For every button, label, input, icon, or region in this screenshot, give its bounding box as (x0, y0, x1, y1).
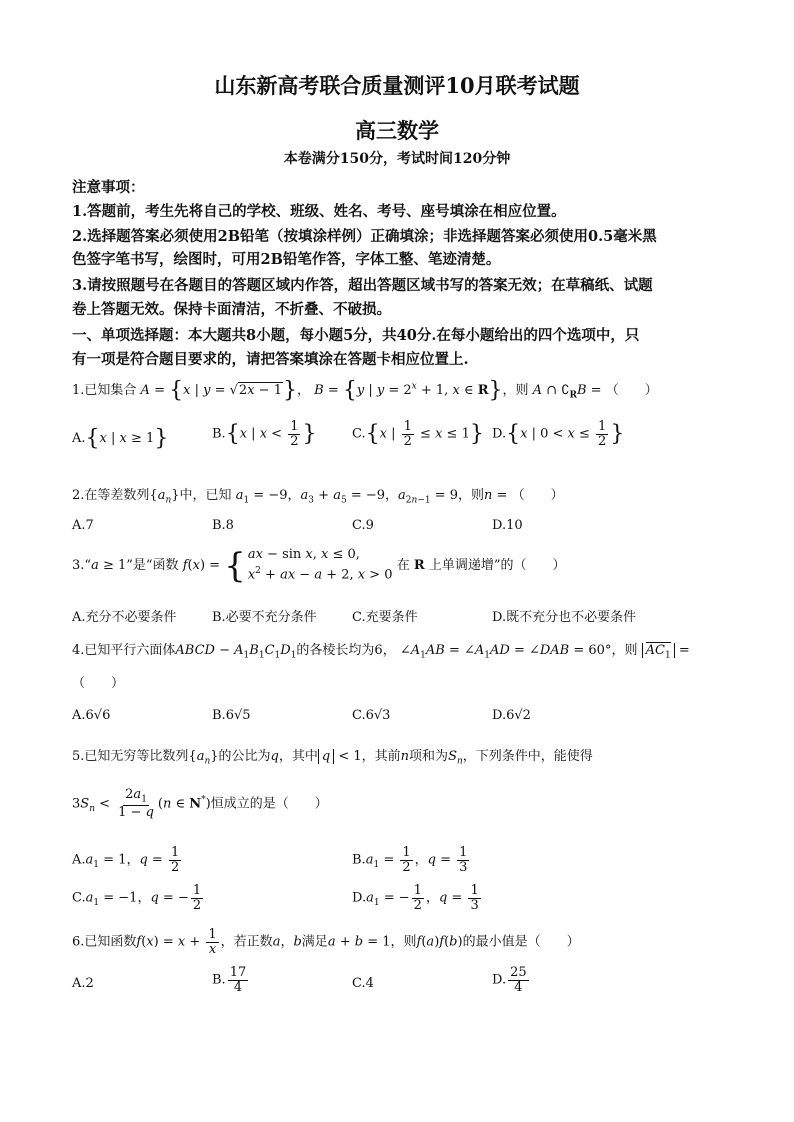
q2-option-d: D.10 (492, 518, 523, 533)
notes-heading: 注意事项： (72, 179, 145, 196)
q2-option-a: A.7 (72, 518, 94, 533)
question-1: 1.已知集合 A = {x | y = √2x − 1}， B = {y | $y = 2^x + 1$, x ∈ R}，则 A ∩ $∁_RB$ = （ ） (72, 378, 658, 403)
q3-option-d: D.既不充分也不必要条件 (492, 610, 637, 625)
q1-option-b: B.{x | x < $\frac{1}{2}$ } (212, 419, 317, 449)
q1-option-a: A.{x | x ≥ 1} (72, 426, 169, 451)
note-3b: 卷上答题无效。保持卡面清洁，不折叠、不破损。 (72, 301, 391, 318)
q6-option-d: D. $\frac{25}{4}$ (492, 965, 527, 995)
section-1-line1: 一、单项选择题：本大题共8小题，每小题5分，共40分.在每小题给出的四个选项中，只 (72, 327, 640, 344)
q6-option-c: C.4 (352, 976, 374, 991)
question-2: 2.在等差数列$\{a_n\}$中，已知 $a_1 = -9$，$a_3 + a_5 = -9$，$a_{2n-1} = 9$，则n = （ ） (72, 488, 564, 506)
q6-option-b: B. $\frac{17}{4}$ (212, 965, 247, 995)
q5-option-b: $B.a_1$ = $\frac{1}{2}$ ，q = $\frac{1}{3}$ (352, 845, 468, 875)
note-3a: 3.请按照题号在各题目的答题区域内作答，超出答题区域书写的答案无效；在草稿纸、试题 (72, 277, 653, 294)
q2-option-c: C.9 (352, 518, 374, 533)
q4-paren: （ ） (72, 676, 125, 691)
q4-option-d: D.6√2 (492, 708, 531, 723)
q1-option-d: D.{x | 0 < x ≤ $\frac{1}{2}$ } (492, 419, 625, 449)
q1-option-c: C.{x | $\frac{1}{2}$ ≤ x ≤ 1} (352, 419, 484, 449)
note-1: 1.答题前，考生先将自己的学校、班级、姓名、考号、座号填涂在相应位置。 (72, 203, 566, 220)
q3-option-b: B.必要不充分条件 (212, 610, 317, 625)
exam-info: 本卷满分150分，考试时间120分钟 (283, 151, 511, 167)
question-5: 5.已知无穷等比数列$\{a_n\}$的公比为q，其中 q < 1，其前n项和为$S_n$，下列条件中，能使得 (72, 749, 593, 767)
q3-option-a: A.充分不必要条件 (72, 610, 177, 625)
q5-condition: $3S_n$ < $\frac{2a_1}{1 - q}$ (n ∈ N*)恒成立的是（ ） (72, 787, 328, 821)
exam-subject: 高三数学 (355, 118, 439, 143)
q5-option-a: $A.a_1 = 1$，q = $\frac{1}{2}$ (72, 845, 180, 875)
q6-option-a: A.2 (72, 976, 94, 991)
q5-option-c: $C.a_1 = -1$，q = − $\frac{1}{2}$ (72, 883, 202, 913)
note-2b: 色签字笔书写，绘图时，可用2B铅笔作答，字体工整、笔迹清楚。 (72, 251, 501, 268)
q3-option-c: C.充要条件 (352, 610, 418, 625)
q2-option-b: B.8 (212, 518, 234, 533)
q4-option-c: C.6√3 (352, 708, 391, 723)
question-6: 6.已知函数f(x) = x + $\frac{1}{x}$ ，若正数a，b满足a + b = 1，则f(a)f(b)的最小值是（ ） (72, 927, 580, 957)
note-2a: 2.选择题答案必须使用2B铅笔（按填涂样例）正确填涂；非选择题答案必须使用0.5毫米黑 (72, 228, 657, 245)
question-4: 4.已知平行六面体ABCD − $A_1B_1C_1D_1$的各棱长均为6， $\angle A_1AB$ = $\angle A_1AD$ = ∠DAB = 60°，则 $AC_1$ = (72, 643, 690, 661)
section-1-line2: 有一项是符合题目要求的，请把答案填涂在答题卡相应位置上. (72, 351, 469, 368)
q4-option-b: B.6√5 (212, 708, 251, 723)
question-3: 3.“a ≥ 1”是“函数 f(x) = { ax − sin x, x ≤ 0, $x^2$ + ax − a + 2, x > 0 在 R 上单调递增”的（ ） (72, 545, 566, 586)
q4-option-a: A.6√6 (72, 708, 111, 723)
q5-option-d: $D.a_1$ = − $\frac{1}{2}$ ，q = $\frac{1}{3}$ (352, 883, 479, 913)
exam-title: 山东新高考联合质量测评10月联考试题 (214, 73, 580, 98)
